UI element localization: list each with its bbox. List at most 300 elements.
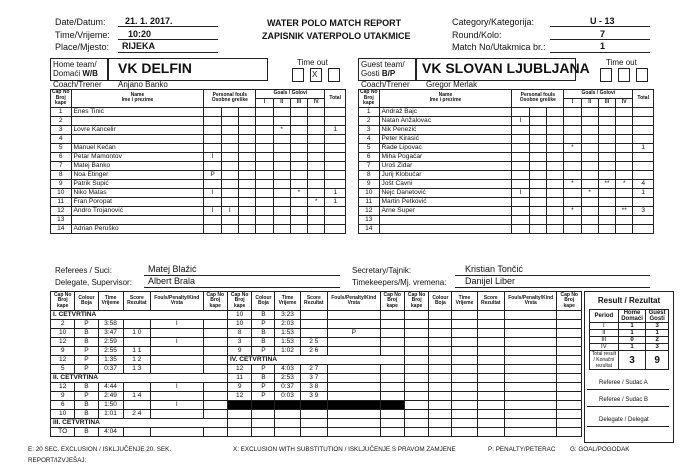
- player-g3: [290, 161, 307, 170]
- event-score: 3 8: [300, 383, 327, 392]
- player-g3: [598, 143, 615, 152]
- player-g4: [308, 125, 325, 134]
- player-f2: [221, 224, 238, 233]
- total-result-label: Total result / Konačni rezultat: [590, 351, 619, 370]
- player-f2: [221, 197, 238, 206]
- player-f1: [512, 206, 529, 215]
- result-panel: [584, 291, 674, 443]
- event-time: 3:58: [98, 320, 123, 329]
- player-cap-no: 7: [51, 161, 72, 170]
- result-cell: 0: [618, 337, 646, 344]
- player-g1: *: [564, 143, 581, 152]
- player-g1: *: [564, 179, 581, 188]
- player-g4: [308, 188, 325, 197]
- player-f2: [221, 170, 238, 179]
- event-cap: 12: [51, 338, 75, 347]
- events-col-header: Score Rezultat: [477, 292, 504, 311]
- event-col: [429, 401, 452, 410]
- player-f2: [529, 125, 546, 134]
- player-cap-no: 5: [359, 143, 380, 152]
- player-name: [71, 134, 204, 143]
- player-f2: [221, 179, 238, 188]
- fouls-header-hr: Osobne greške: [519, 97, 556, 104]
- result-total-row: [590, 351, 669, 370]
- referee-a-label: Referee / Sudac A: [599, 380, 648, 386]
- player-f3: [238, 143, 255, 152]
- player-f2: [529, 224, 546, 233]
- player-f3: [546, 134, 563, 143]
- player-g4: [308, 215, 325, 224]
- event-rem: [328, 311, 381, 320]
- event-cap: 10: [51, 410, 75, 419]
- event-extra: [557, 338, 582, 347]
- home-timeout-label: Time out: [297, 58, 328, 67]
- home-domaci-label: Domaći: [53, 69, 81, 78]
- event-row: [51, 401, 582, 410]
- event-score: [477, 401, 504, 410]
- events-col-header: Time Vrijeme: [98, 292, 123, 311]
- player-g1: [564, 125, 581, 134]
- result-cell: 1: [618, 323, 646, 330]
- player-f3: [238, 215, 255, 224]
- player-name: Adrian Peruško: [71, 224, 204, 233]
- events-col-header: Cap No Broj kape: [404, 292, 428, 311]
- home-team-name: VK DELFIN: [118, 60, 192, 76]
- legend-e: E: 20 SEC. EXCLUSION / ISKLJUČENJE 20. SEK.: [28, 446, 172, 453]
- player-cap-no: 3: [359, 125, 380, 134]
- player-g3: [598, 107, 615, 116]
- event-rem: [504, 410, 557, 419]
- result-cell: II: [590, 330, 619, 337]
- result-row: [590, 344, 669, 351]
- event-extra: [557, 428, 582, 437]
- player-g1: [564, 152, 581, 161]
- event-row: [51, 419, 582, 428]
- player-g3: [598, 116, 615, 125]
- referees-label: Referees / Suci:: [55, 266, 112, 275]
- event-col: [252, 401, 275, 410]
- player-row: [51, 143, 346, 152]
- player-g4: [616, 224, 633, 233]
- player-f2: [221, 152, 238, 161]
- event-col: [429, 356, 452, 365]
- player-g1: [256, 125, 273, 134]
- player-cap-no: 2: [359, 116, 380, 125]
- guest-team-label: Guest team/: [361, 60, 405, 69]
- result-cell: 3: [646, 344, 669, 351]
- event-score: [477, 320, 504, 329]
- player-g3: [290, 170, 307, 179]
- player-f1: [204, 179, 221, 188]
- event-cap: [404, 338, 428, 347]
- player-g1: [256, 179, 273, 188]
- event-extra: [557, 365, 582, 374]
- player-g2: [273, 116, 290, 125]
- legend-p: P: PENALTY/PETERAC: [488, 446, 556, 453]
- player-cap-no: 5: [51, 143, 72, 152]
- player-tot: [325, 179, 346, 188]
- events-col-header: Fouls/Penalty/Kind Vrsta: [328, 292, 381, 311]
- round-label: Round/Kolo:: [452, 30, 502, 40]
- event-rem: [328, 419, 381, 428]
- event-score: [477, 347, 504, 356]
- result-row: [590, 330, 669, 337]
- event-score: 1 1: [123, 347, 150, 356]
- quarter-marker: IV. ČETVRTINA: [227, 356, 404, 365]
- event-score: 1 0: [123, 329, 150, 338]
- player-name: Nejc Danetović: [379, 188, 512, 197]
- player-f2: I: [221, 206, 238, 215]
- player-g1: [256, 107, 273, 116]
- fouls-header-hr: Osobne greške: [211, 97, 248, 104]
- event-rem: [504, 347, 557, 356]
- result-row: [590, 323, 669, 330]
- player-f2: [529, 152, 546, 161]
- player-g2: [581, 206, 598, 215]
- player-g1: [564, 188, 581, 197]
- event-cap: [404, 383, 428, 392]
- event-extra: [203, 338, 227, 347]
- event-time: [452, 419, 477, 428]
- player-g1: [564, 134, 581, 143]
- event-col: [429, 311, 452, 320]
- events-col-header: Cap No Broj kape: [380, 292, 404, 311]
- player-tot: [633, 161, 654, 170]
- player-name: Miha Pogačar: [379, 152, 512, 161]
- event-time: 3:47: [98, 329, 123, 338]
- event-extra: [380, 374, 404, 383]
- quarter-marker: III. ČETVRTINA: [51, 419, 228, 428]
- player-f3: [238, 224, 255, 233]
- player-row: [51, 134, 346, 143]
- event-cap: TO: [51, 428, 75, 437]
- player-f2: [529, 143, 546, 152]
- event-cap: 9: [227, 383, 251, 392]
- player-cap-no: 4: [359, 134, 380, 143]
- event-score: 2 7: [300, 365, 327, 374]
- event-extra: [557, 419, 582, 428]
- event-score: [477, 392, 504, 401]
- event-time: 0:37: [275, 383, 300, 392]
- event-score: [477, 365, 504, 374]
- player-f3: [238, 188, 255, 197]
- event-extra: [557, 410, 582, 419]
- event-rem: [151, 329, 204, 338]
- delegate-value: Albert Brala: [148, 276, 196, 286]
- player-g3: [290, 116, 307, 125]
- event-cap: 9: [227, 347, 251, 356]
- player-f2: [221, 188, 238, 197]
- event-time: [452, 311, 477, 320]
- player-row: [359, 143, 654, 152]
- event-time: 1:01: [98, 410, 123, 419]
- name-header-en: Name: [438, 91, 453, 98]
- player-f3: [546, 179, 563, 188]
- player-g2: [273, 134, 290, 143]
- quarter-header: I: [256, 98, 273, 107]
- event-col: B: [252, 338, 275, 347]
- event-col: [429, 383, 452, 392]
- player-g4: [616, 143, 633, 152]
- player-f1: I: [204, 152, 221, 161]
- player-f3: [238, 116, 255, 125]
- event-cap: 11: [227, 374, 251, 383]
- player-g3: [598, 170, 615, 179]
- player-name: Niko Matas: [71, 188, 204, 197]
- player-cap-no: 12: [359, 206, 380, 215]
- event-score: [300, 428, 327, 437]
- player-g3: [290, 152, 307, 161]
- player-cap-no: 10: [359, 188, 380, 197]
- match-events-table: [50, 291, 582, 437]
- player-name: [71, 116, 204, 125]
- event-extra: [557, 356, 582, 365]
- event-time: 1:02: [275, 347, 300, 356]
- player-f1: [512, 125, 529, 134]
- event-extra: [557, 392, 582, 401]
- player-row: [359, 197, 654, 206]
- event-score: [477, 374, 504, 383]
- guest-coach-label: Coach/Trener: [361, 80, 410, 89]
- player-row: [51, 125, 346, 134]
- event-rem: [328, 383, 381, 392]
- player-g1: [256, 143, 273, 152]
- events-col-header: Cap No Broj kape: [203, 292, 227, 311]
- event-time: [275, 401, 300, 410]
- event-extra: [380, 311, 404, 320]
- player-g2: [273, 161, 290, 170]
- player-g3: [290, 224, 307, 233]
- player-f2: [529, 161, 546, 170]
- player-row: [51, 107, 346, 116]
- event-rem: I: [151, 320, 204, 329]
- event-score: [123, 383, 150, 392]
- player-f3: [238, 206, 255, 215]
- event-rem: [151, 356, 204, 365]
- event-rem: [504, 320, 557, 329]
- player-cap-no: 14: [359, 224, 380, 233]
- event-rem: [504, 374, 557, 383]
- event-rem: [504, 392, 557, 401]
- event-col: [429, 419, 452, 428]
- event-cap: 12: [227, 392, 251, 401]
- events-col-header: Cap No Broj kape: [227, 292, 251, 311]
- player-tot: [325, 224, 346, 233]
- player-name: Martin Petković: [379, 197, 512, 206]
- goals-header: Goals / Golovi: [256, 90, 325, 99]
- player-g4: [308, 179, 325, 188]
- player-cap-no: 1: [359, 107, 380, 116]
- goals-header: Goals / Golovi: [564, 90, 633, 99]
- player-f2: [529, 197, 546, 206]
- player-g3: [290, 206, 307, 215]
- player-f3: [238, 134, 255, 143]
- event-time: [452, 428, 477, 437]
- player-name: Arne Super: [379, 206, 512, 215]
- event-cap: 5: [51, 365, 75, 374]
- player-g2: *: [581, 188, 598, 197]
- result-col-header: Home Domaći: [618, 310, 646, 323]
- round-value: 7: [600, 29, 606, 39]
- player-g2: *: [273, 125, 290, 134]
- total-header: Total: [633, 90, 654, 108]
- player-g4: [616, 125, 633, 134]
- events-col-header: Score Rezultat: [123, 292, 150, 311]
- event-time: [452, 401, 477, 410]
- player-g2: [273, 197, 290, 206]
- player-f1: [512, 224, 529, 233]
- player-name: [379, 215, 512, 224]
- player-f3: [546, 152, 563, 161]
- time-value: 10:20: [128, 29, 152, 39]
- event-rem: [504, 419, 557, 428]
- result-cell: 1: [618, 330, 646, 337]
- fouls-header-en: Personal fouls: [212, 91, 248, 98]
- event-time: [452, 356, 477, 365]
- event-time: 2:55: [98, 347, 123, 356]
- event-cap: [404, 320, 428, 329]
- event-rem: [328, 347, 381, 356]
- player-cap-no: 13: [359, 215, 380, 224]
- player-row: [51, 215, 346, 224]
- event-row: [51, 383, 582, 392]
- event-score: 3 9: [300, 392, 327, 401]
- event-extra: [557, 374, 582, 383]
- player-row: [359, 215, 654, 224]
- player-f1: [204, 134, 221, 143]
- player-g1: [256, 188, 273, 197]
- event-score: [123, 320, 150, 329]
- player-cap-no: 9: [51, 179, 72, 188]
- player-tot: [633, 224, 654, 233]
- fouls-header: [204, 90, 256, 108]
- place-value: RIJEKA: [122, 41, 156, 51]
- player-f3: [546, 197, 563, 206]
- player-f3: [238, 197, 255, 206]
- event-time: 0:03: [275, 392, 300, 401]
- event-score: [300, 311, 327, 320]
- player-g4: [616, 134, 633, 143]
- quarter-marker: II. ČETVRTINA: [51, 374, 228, 383]
- event-score: [123, 401, 150, 410]
- player-g2: [273, 152, 290, 161]
- player-g4: [616, 107, 633, 116]
- event-cap: 10: [227, 320, 251, 329]
- player-tot: [633, 107, 654, 116]
- player-row: [51, 224, 346, 233]
- event-row: [51, 356, 582, 365]
- player-f1: [512, 215, 529, 224]
- player-tot: 1: [633, 143, 654, 152]
- event-score: [123, 338, 150, 347]
- time-label: Time/Vrijeme:: [55, 30, 110, 40]
- player-g2: [273, 188, 290, 197]
- player-g2: [581, 179, 598, 188]
- event-rem: [504, 311, 557, 320]
- event-time: 4:04: [98, 428, 123, 437]
- event-extra: [380, 392, 404, 401]
- event-extra: [380, 401, 404, 410]
- event-rem: [504, 329, 557, 338]
- event-time: [452, 392, 477, 401]
- player-tot: 1: [325, 197, 346, 206]
- event-rem: [328, 428, 381, 437]
- events-col-header: Fouls/Penalty/Kind Vrsta: [504, 292, 557, 311]
- player-f1: [512, 170, 529, 179]
- player-g3: [598, 152, 615, 161]
- event-col: P: [252, 320, 275, 329]
- event-rem: [328, 338, 381, 347]
- player-g1: [256, 170, 273, 179]
- legend-g: G: GOAL/POGODAK: [570, 446, 630, 453]
- player-g3: [598, 161, 615, 170]
- player-name: Manuel Kečan: [71, 143, 204, 152]
- legend-x: X: EXCLUSION WITH SUBSTITUTION / ISKLJUČENJE S PRAVOM ZAMJENE: [233, 446, 456, 453]
- event-score: 3 7: [300, 374, 327, 383]
- event-extra: [380, 428, 404, 437]
- player-f2: [529, 134, 546, 143]
- player-f3: [238, 170, 255, 179]
- player-cap-no: 14: [51, 224, 72, 233]
- player-f3: [238, 152, 255, 161]
- player-g2: [273, 170, 290, 179]
- player-name: Fran Poropat: [71, 197, 204, 206]
- event-col: [429, 410, 452, 419]
- event-row: [51, 428, 582, 437]
- event-rem: [328, 365, 381, 374]
- player-g2: [581, 152, 598, 161]
- events-col-header: Colour Boja: [252, 292, 275, 311]
- player-name: Natan Anžalovac: [379, 116, 512, 125]
- event-time: [275, 410, 300, 419]
- player-cap-no: 8: [51, 170, 72, 179]
- quarter-header: II: [581, 98, 598, 107]
- player-name: [71, 215, 204, 224]
- player-f1: [204, 197, 221, 206]
- event-time: [452, 347, 477, 356]
- player-cap-no: 3: [51, 125, 72, 134]
- event-rem: [328, 401, 381, 410]
- event-cap: 10: [51, 329, 75, 338]
- result-cell: 1: [618, 344, 646, 351]
- event-cap: [227, 401, 251, 410]
- fouls-header-en: Personal fouls: [520, 91, 556, 98]
- event-score: [477, 428, 504, 437]
- player-g2: [581, 197, 598, 206]
- event-rem: [504, 428, 557, 437]
- event-cap: 12: [51, 356, 75, 365]
- player-f3: [546, 116, 563, 125]
- home-cap-color: W/B: [82, 69, 98, 78]
- event-extra: [203, 428, 227, 437]
- event-rem: [151, 347, 204, 356]
- player-f2: [221, 107, 238, 116]
- home-players-table: [50, 89, 346, 234]
- player-f2: [221, 116, 238, 125]
- player-f3: [546, 170, 563, 179]
- player-f1: [512, 197, 529, 206]
- event-col: [429, 320, 452, 329]
- player-g1: [564, 116, 581, 125]
- event-extra: [557, 329, 582, 338]
- player-g4: [308, 206, 325, 215]
- player-tot: [633, 116, 654, 125]
- player-g2: [273, 107, 290, 116]
- player-f3: [546, 143, 563, 152]
- player-g1: [564, 170, 581, 179]
- player-f1: [204, 143, 221, 152]
- player-name: Noa Etinger: [71, 170, 204, 179]
